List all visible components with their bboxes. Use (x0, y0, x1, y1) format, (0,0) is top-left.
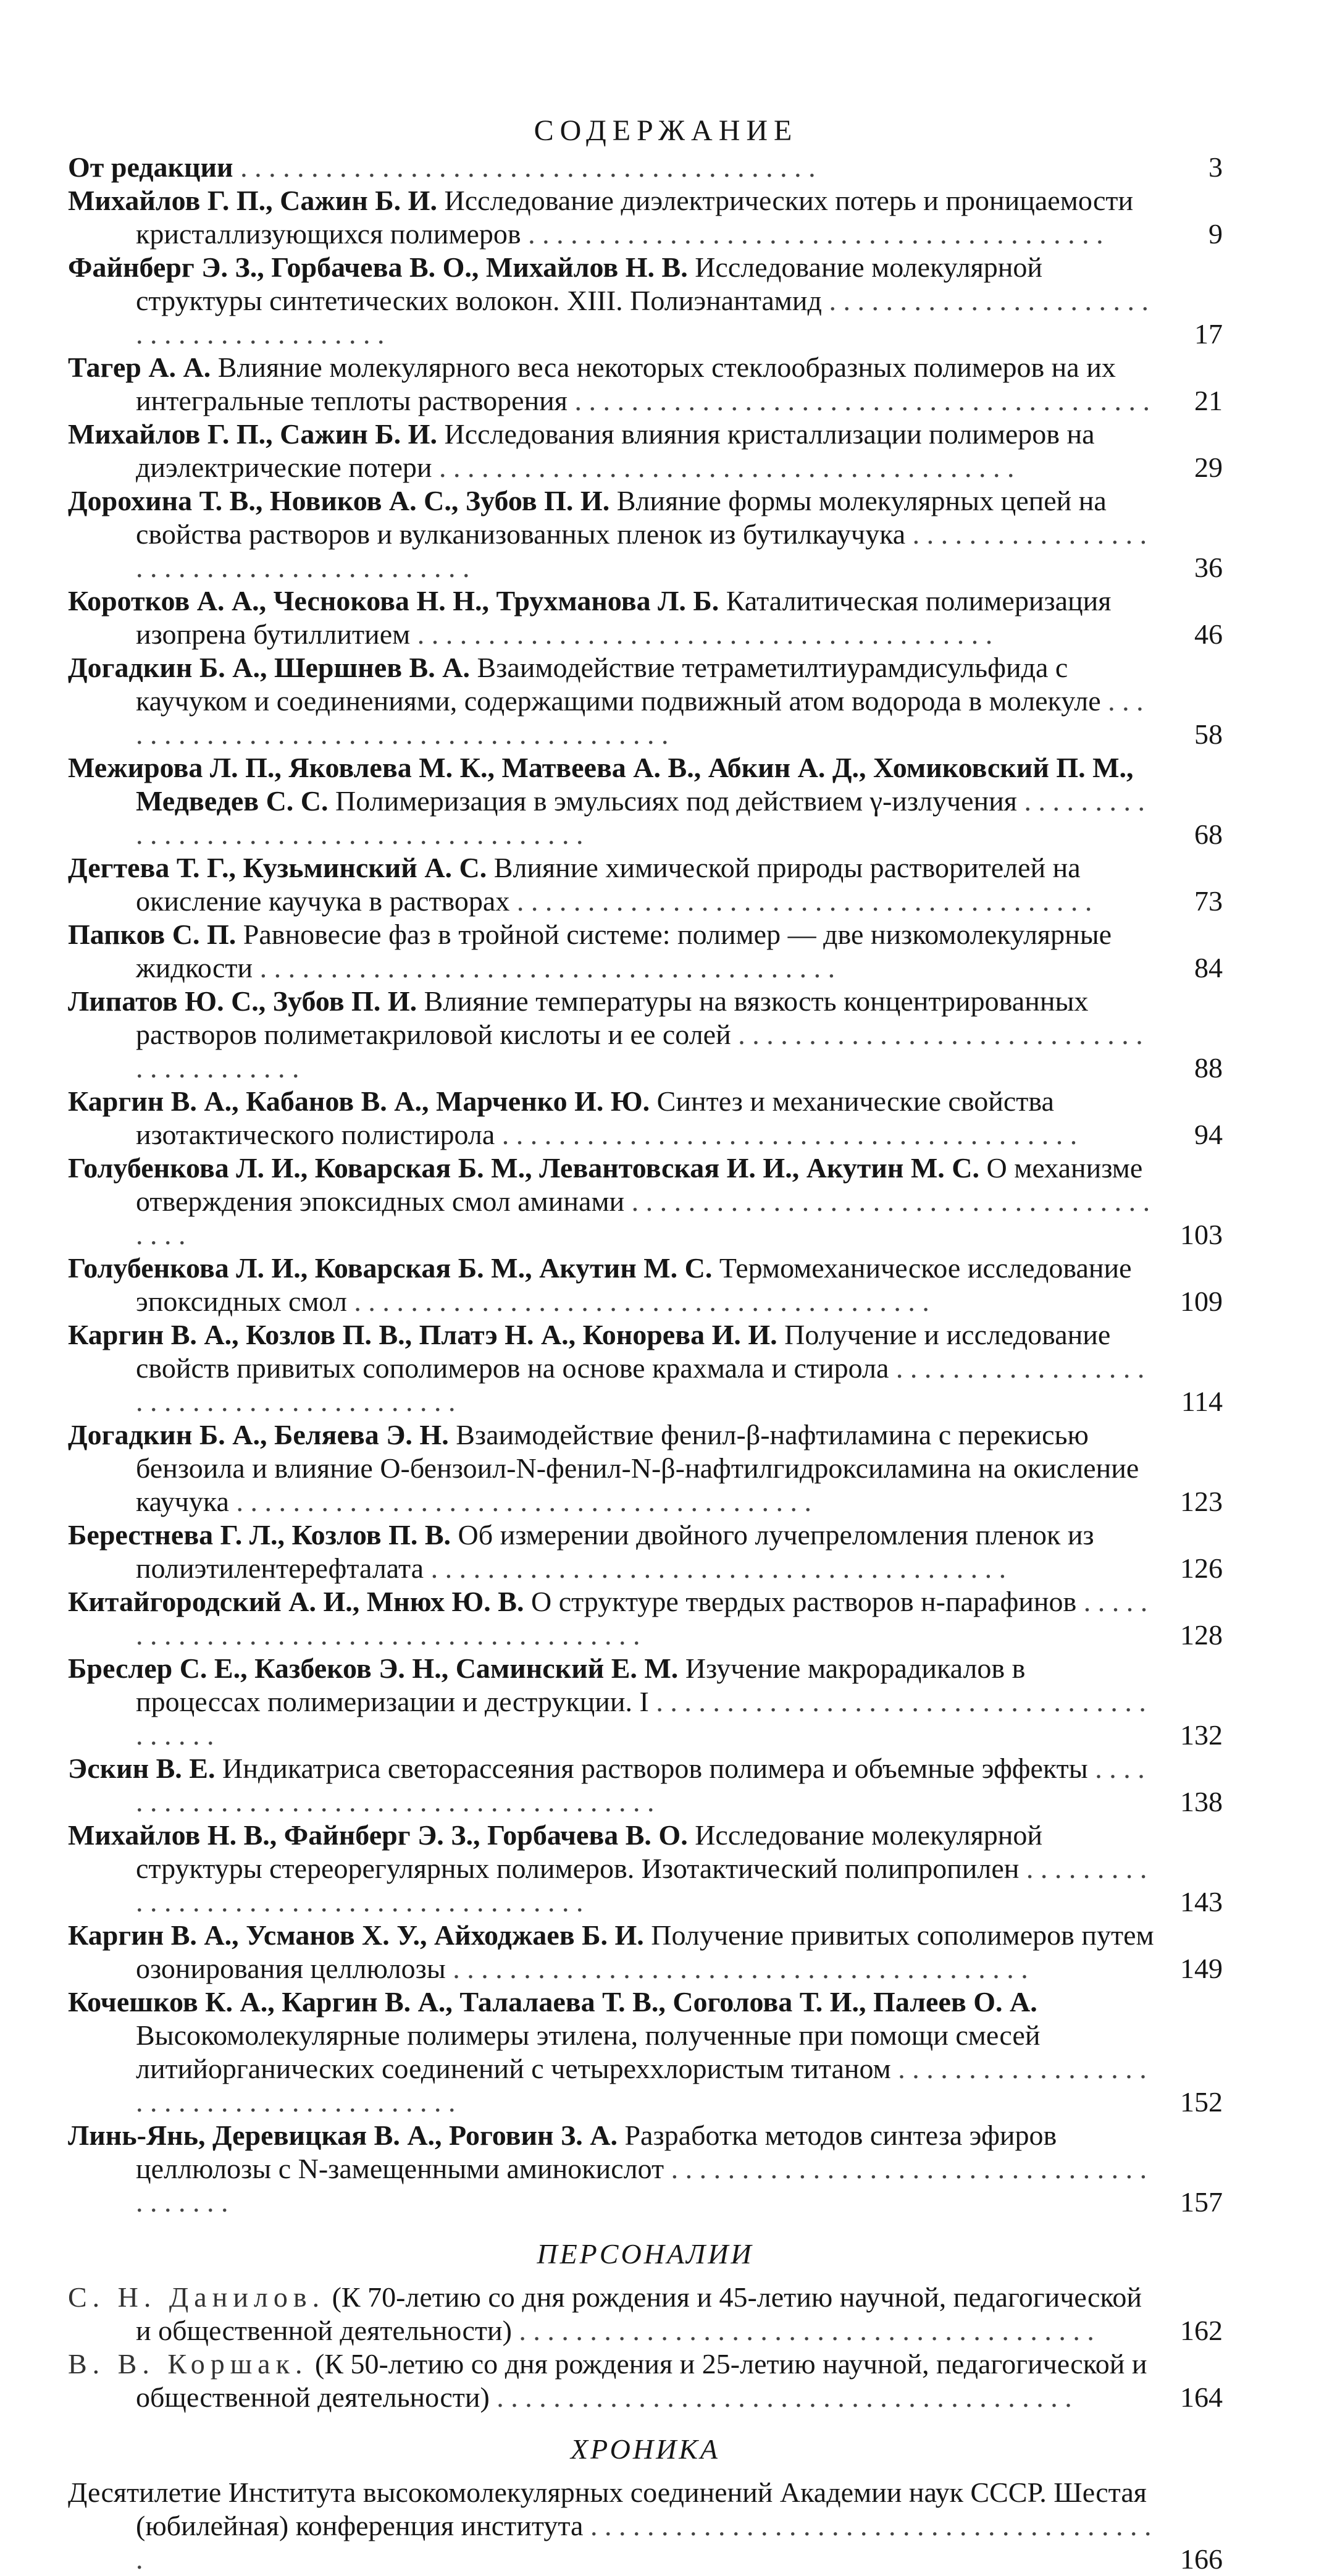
entry-title: О механизме отверждения эпоксидных смол аминами (136, 1152, 1143, 1217)
toc-entry (68, 1318, 1223, 1418)
entry-authors: Догадкин Б. А., Беляева Э. Н. (68, 1419, 449, 1450)
entry-page-number: 17 (1194, 318, 1223, 350)
entry-title: (К 50-летию со дня рождения и 25-летию научной, педагогической и общественной деятельности) (136, 2348, 1147, 2413)
toc-entry (68, 2476, 1223, 2576)
entry-authors: Липатов Ю. С., Зубов П. И. (68, 985, 417, 1017)
table-of-contents (68, 151, 1223, 2576)
leader-dots (347, 1286, 929, 1317)
entry-title: (К 70-летию со дня рождения и 45-летию научной, педагогической и общественной деятельности) (136, 2281, 1142, 2346)
entry-authors: Дорохина Т. В., Новиков А. С., Зубов П. И. (68, 485, 610, 516)
entry-page-number: 149 (1180, 1953, 1223, 1984)
entry-page-number: 73 (1194, 885, 1223, 917)
toc-entry (68, 1652, 1223, 1752)
leader-dots (446, 1953, 1028, 1984)
toc-entry (68, 918, 1223, 985)
section-title-personalia: ПЕРСОНАЛИИ (537, 2238, 754, 2270)
toc-entry (68, 751, 1223, 851)
toc-entry (68, 1151, 1223, 1252)
entry-page-number: 143 (1180, 1886, 1223, 1917)
toc-entry (68, 484, 1223, 584)
entry-title: Получение привитых сополимеров путем озонирования целлюлозы (136, 1919, 1154, 1984)
leader-dots (495, 1119, 1077, 1150)
entry-page-number: 36 (1194, 552, 1223, 583)
entry-authors: Михайлов Н. В., Файнберг Э. З., Горбачева В. О. (68, 1819, 688, 1851)
entry-page-number: 109 (1180, 1286, 1223, 1317)
entry-page-number: 123 (1180, 1486, 1223, 1517)
entry-authors: Китайгородский А. И., Мнюх Ю. В. (68, 1586, 524, 1617)
toc-entry (68, 1252, 1223, 1318)
entry-title: Десятилетие Института высокомолекулярных соединений Академии наук СССР. Шестая (юбилейная) конференция института (68, 2477, 1147, 2541)
leader-dots (509, 885, 1092, 917)
entry-page-number: 21 (1194, 385, 1223, 416)
entry-authors: Михайлов Г. П., Сажин Б. И. (68, 185, 437, 216)
entry-authors: Дегтева Т. Г., Кузьминский А. С. (68, 852, 487, 883)
entry-page-number: 157 (1180, 2186, 1223, 2218)
toc-entry (68, 1518, 1223, 1585)
toc-entry (68, 1985, 1223, 2119)
entry-title: Каталитическая полимеризация изопрена бутиллитием (136, 585, 1112, 650)
entry-page-number: 29 (1194, 452, 1223, 483)
leader-dots (410, 618, 992, 650)
entry-page-number: 114 (1181, 1386, 1223, 1417)
entry-page-number: 94 (1194, 1119, 1223, 1150)
entry-person: С. Н. Данилов. (68, 2281, 325, 2313)
entry-title: Исследования влияния кристаллизации полимеров на диэлектрические потери (136, 418, 1095, 483)
entry-title: Полимеризация в эмульсиях под действием γ-излучения (335, 785, 1017, 817)
entry-authors: Кочешков К. А., Каргин В. А., Талалаева Т. В., Соголова Т. И., Палеев О. А. (68, 1986, 1037, 2018)
entry-title: Исследование молекулярной структуры синтетических волокон. XIII. Полиэнантамид (136, 251, 1043, 316)
entry-authors: Голубенкова Л. И., Коварская Б. М., Левантовская И. И., Акутин М. С. (68, 1152, 980, 1184)
entry-authors: Голубенкова Л. И., Коварская Б. М., Акутин М. С. (68, 1252, 713, 1284)
toc-entry (68, 2119, 1223, 2219)
entry-page-number: 128 (1180, 1619, 1223, 1651)
entry-title: Исследование молекулярной структуры стереорегулярных полимеров. Изотактический полипропилен (136, 1819, 1043, 1884)
entry-authors: Догадкин Б. А., Шершнев В. А. (68, 652, 470, 683)
entry-page-number: 84 (1194, 952, 1223, 983)
entry-authors: Берестнева Г. Л., Козлов П. В. (68, 1519, 451, 1551)
entry-authors: Папков С. П. (68, 919, 237, 950)
entry-title: Синтез и механические свойства изотактического полистирола (136, 1085, 1054, 1150)
entry-page-number: 58 (1194, 718, 1223, 750)
entry-authors: Каргин В. А., Козлов П. В., Платэ Н. А., Конорева И. И. (68, 1319, 777, 1350)
entry-authors: Михайлов Г. П., Сажин Б. И. (68, 418, 437, 450)
entry-page-number: 164 (1180, 2381, 1223, 2413)
entry-authors: Бреслер С. Е., Казбеков Э. Н., Саминский Е. М. (68, 1652, 679, 1684)
entry-title: Влияние молекулярного веса некоторых стеклообразных полимеров на их интегральные теплоты растворения (136, 351, 1116, 416)
toc-entry (68, 351, 1223, 418)
toc-entry (68, 851, 1223, 918)
toc-entry (68, 1919, 1223, 1985)
entry-authors: Файнберг Э. З., Горбачева В. О., Михайлов Н. В. (68, 251, 688, 283)
entry-title: Исследование диэлектрических потерь и проницаемости кристаллизующихся полимеров (136, 185, 1134, 250)
toc-entry (68, 651, 1223, 751)
entry-title: Взаимодействие фенил-β-нафтиламина с перекисью бензоила и влияние О-бензоил-N-фенил-N-β-нафтилгидроксиламина на окисление каучука (136, 1419, 1139, 1517)
entry-title: Об измерении двойного лучепреломления пленок из полиэтилентерефталата (136, 1519, 1094, 1584)
toc-entry (68, 1418, 1223, 1518)
entry-title: Влияние формы молекулярных цепей на свойства растворов и вулканизованных пленок из бутилкаучука (136, 485, 1107, 550)
toc-entry (68, 251, 1223, 351)
entry-page-number: 103 (1180, 1219, 1223, 1250)
toc-entry (68, 418, 1223, 484)
leader-dots (424, 1552, 1006, 1584)
leader-dots (521, 218, 1104, 250)
entry-title: Изучение макрорадикалов в процессах полимеризации и деструкции. I (136, 1652, 1026, 1717)
toc-entry (68, 1752, 1223, 1819)
toc-entry (68, 1819, 1223, 1919)
entry-authors: Коротков А. А., Чеснокова Н. Н., Трухманова Л. Б. (68, 585, 719, 617)
leader-dots (512, 2315, 1094, 2346)
leader-dots (229, 1486, 811, 1517)
leader-dots (490, 2381, 1072, 2413)
entry-authors: Каргин В. А., Усманов Х. У., Айходжаев Б. И. (68, 1919, 644, 1951)
leader-dots (432, 452, 1014, 483)
entry-page-number: 162 (1180, 2315, 1223, 2346)
toc-entry (68, 2347, 1223, 2414)
leader-dots (253, 952, 835, 983)
toc-entry (68, 151, 1223, 184)
entry-title: Получение и исследование свойств привитых сополимеров на основе крахмала и стирола (136, 1319, 1111, 1384)
toc-entry (68, 584, 1223, 651)
leader-dots (233, 151, 816, 183)
toc-entry (68, 985, 1223, 1085)
entry-page-number: 88 (1194, 1052, 1223, 1084)
entry-authors: Каргин В. А., Кабанов В. А., Марченко И. Ю. (68, 1085, 650, 1117)
entry-title: Влияние температуры на вязкость концентрированных растворов полиметакриловой кислоты и ее солей (136, 985, 1089, 1050)
entry-page-number: 46 (1194, 618, 1223, 650)
entry-authors: Линь-Янь, Деревицкая В. А., Роговин З. А. (68, 2119, 618, 2151)
entry-person: В. В. Коршак. (68, 2348, 308, 2380)
leader-dots (568, 385, 1150, 416)
toc-entry (68, 2281, 1223, 2347)
entry-page-number: 138 (1180, 1786, 1223, 1817)
entry-title: О структуре твердых растворов н-парафинов (530, 1586, 1077, 1617)
entry-title: Высокомолекулярные полимеры этилена, полученные при помощи смесей литийорганических соединений с четыреххлористым титаном (136, 2019, 1041, 2084)
entry-page-number: 3 (1208, 151, 1223, 183)
entry-title: Равновесие фаз в тройной системе: полимер — две низкомолекулярные жидкости (136, 919, 1112, 983)
toc-entry (68, 184, 1223, 251)
section-title-chronicle: ХРОНИКА (571, 2433, 720, 2465)
toc-entry (68, 1585, 1223, 1652)
entry-title: От редакции (68, 151, 233, 183)
entry-authors: Межирова Л. П., Яковлева М. К., Матвеева А. В., Абкин А. Д., Хомиковский П. М., Медведев С. С. (68, 752, 1134, 817)
toc-entry (68, 1085, 1223, 1151)
entry-page-number: 166 (1180, 2543, 1223, 2575)
entry-page-number: 9 (1208, 218, 1223, 250)
page-title: СОДЕРЖАНИЕ (534, 114, 798, 147)
entry-page-number: 152 (1180, 2086, 1223, 2118)
entry-title: Термомеханическое исследование эпоксидных смол (136, 1252, 1132, 1317)
entry-page-number: 132 (1180, 1719, 1223, 1751)
entry-title: Взаимодействие тетраметилтиурамдисульфида с каучуком и соединениями, содержащими подвижный атом водорода в молекуле (136, 652, 1101, 717)
entry-authors: Эскин В. Е. (68, 1753, 216, 1784)
entry-title: Разработка методов синтеза эфиров целлюлозы с N-замещенными аминокислот (136, 2119, 1057, 2184)
entry-title: Влияние химической природы растворителей на окисление каучука в растворах (136, 852, 1081, 917)
entry-page-number: 68 (1194, 819, 1223, 850)
entry-page-number: 126 (1180, 1552, 1223, 1584)
entry-title: Индикатриса светорассеяния растворов полимера и объемные эффекты (222, 1753, 1088, 1784)
entry-authors: Тагер А. А. (68, 351, 211, 383)
